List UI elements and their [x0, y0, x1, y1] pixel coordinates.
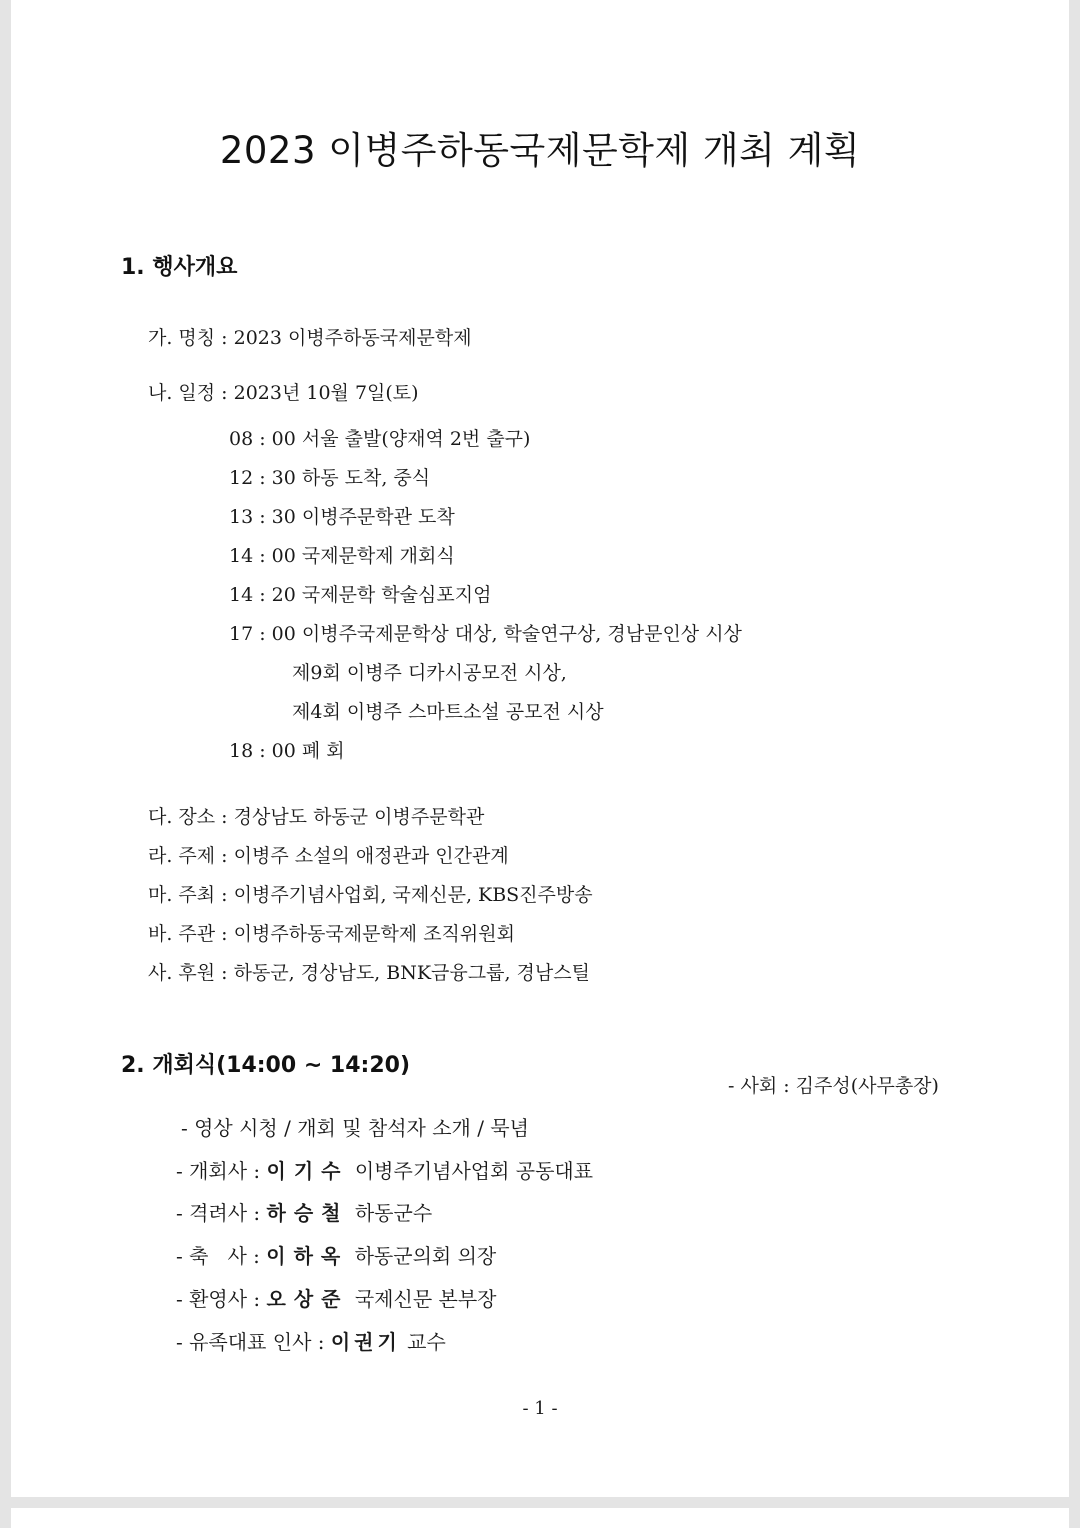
schedule-item: 17 : 00 이병주국제문학상 대상, 학술연구상, 경남문인상 시상	[229, 623, 742, 645]
overview-venue: 다. 장소 : 경상남도 하동군 이병주문학관	[148, 806, 485, 828]
ceremony-label: - 환영사 :	[176, 1287, 267, 1311]
schedule-item: 12 : 30 하동 도착, 중식	[229, 467, 431, 489]
overview-date: 나. 일정 : 2023년 10월 7일(토)	[148, 382, 419, 404]
speaker-name: 이권기	[330, 1330, 401, 1354]
ceremony-label: - 유족대표 인사 :	[176, 1330, 331, 1354]
page-number: - 1 -	[522, 1398, 558, 1419]
schedule-item: 08 : 00 서울 출발(양재역 2번 출구)	[229, 428, 531, 450]
ceremony-label: - 개회사 :	[176, 1159, 267, 1183]
section-2-heading: 2. 개회식(14:00 ~ 14:20)	[121, 1053, 410, 1078]
speaker-name: 이기수	[266, 1159, 349, 1183]
ceremony-opening-line: - 영상 시청 / 개회 및 참석자 소개 / 묵념	[181, 1116, 529, 1140]
document-page	[11, 0, 1069, 1497]
ceremony-row	[176, 1283, 496, 1312]
schedule-item: 제9회 이병주 디카시공모전 시상,	[292, 662, 567, 684]
speaker-role: 이병주기념사업회 공동대표	[348, 1159, 594, 1183]
ceremony-row	[176, 1155, 593, 1184]
schedule-item: 제4회 이병주 스마트소설 공모전 시상	[292, 701, 604, 723]
speaker-name: 오상준	[266, 1287, 349, 1311]
ceremony-label: - 축 사 :	[176, 1244, 267, 1268]
overview-name: 가. 명칭 : 2023 이병주하동국제문학제	[148, 327, 472, 349]
overview-sponsor: 사. 후원 : 하동군, 경상남도, BNK금융그룹, 경남스틸	[148, 962, 590, 984]
speaker-role: 하동군수	[348, 1201, 433, 1225]
ceremony-row	[176, 1326, 446, 1355]
document-title: 2023 이병주하동국제문학제 개최 계획	[219, 129, 861, 172]
section-1-heading: 1. 행사개요	[121, 255, 238, 280]
overview-theme: 라. 주제 : 이병주 소설의 애정관과 인간관계	[148, 845, 509, 867]
schedule-item: 14 : 20 국제문학 학술심포지엄	[229, 584, 492, 606]
speaker-role: 하동군의회 의장	[348, 1244, 497, 1268]
speaker-role: 교수	[400, 1330, 446, 1354]
overview-host: 마. 주최 : 이병주기념사업회, 국제신문, KBS진주방송	[148, 884, 593, 906]
speaker-name: 하승철	[266, 1201, 349, 1225]
next-page-edge	[11, 1508, 1069, 1528]
ceremony-label: - 격려사 :	[176, 1201, 267, 1225]
ceremony-row	[176, 1240, 496, 1269]
schedule-item: 14 : 00 국제문학제 개회식	[229, 545, 455, 567]
overview-organizer: 바. 주관 : 이병주하동국제문학제 조직위원회	[148, 923, 515, 945]
schedule-item: 13 : 30 이병주문학관 도착	[229, 506, 455, 528]
ceremony-row	[176, 1197, 432, 1226]
ceremony-host: - 사회 : 김주성(사무총장)	[728, 1075, 939, 1097]
schedule-item: 18 : 00 폐 회	[229, 740, 345, 762]
speaker-name: 이하옥	[266, 1244, 349, 1268]
speaker-role: 국제신문 본부장	[348, 1287, 497, 1311]
